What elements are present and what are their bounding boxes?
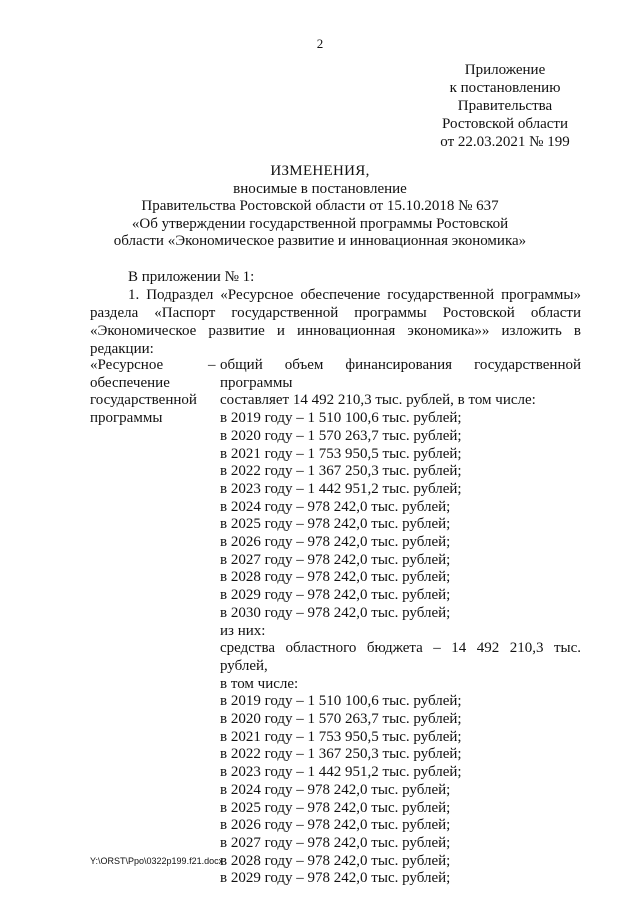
file-path-footer: Y:\ORST\Ppo\0322p199.f21.docx (90, 856, 224, 866)
resource-label-line: обеспечение (90, 374, 170, 391)
year-line: в 2030 году – 978 242,0 тыс. рублей; (220, 604, 451, 621)
year-line: в 2019 году – 1 510 100,6 тыс. рублей; (220, 410, 462, 427)
regional-line: в том числе: (220, 675, 299, 692)
appendix-line: Правительства (457, 98, 553, 114)
resource-label-line: программы (90, 410, 163, 427)
title-heading: ИЗМЕНЕНИЯ, (270, 163, 370, 179)
year-line: в 2021 году – 1 753 950,5 тыс. рублей; (220, 445, 462, 462)
page-number: 2 (316, 36, 324, 51)
regional-year-line: в 2021 году – 1 753 950,5 тыс. рублей; (220, 728, 462, 745)
year-line: в 2027 году – 978 242,0 тыс. рублей; (220, 551, 451, 568)
item1-line: 1. Подраздел «Ресурсное обеспечение государственной программы» (128, 287, 581, 303)
appendix-block (430, 61, 580, 151)
document-title (80, 163, 560, 251)
regional-year-line: в 2025 году – 978 242,0 тыс. рублей; (220, 799, 451, 816)
regional-year-line: в 2022 году – 1 367 250,3 тыс. рублей; (220, 746, 462, 763)
regional-year-line: в 2023 году – 1 442 951,2 тыс. рублей; (220, 764, 462, 781)
resource-label-line: государственной (90, 392, 197, 409)
year-line: в 2025 году – 978 242,0 тыс. рублей; (220, 516, 451, 533)
item1-line: раздела «Паспорт государственной программы Ростовской области (90, 305, 581, 321)
resource-label (90, 357, 210, 428)
appendix-line: Ростовской области (442, 116, 568, 132)
title-line: области «Экономическое развитие и инновационная экономика» (113, 233, 527, 249)
of-which-line: из них: (220, 622, 266, 639)
total-line: составляет 14 492 210,3 тыс. рублей, в том числе: (220, 392, 536, 409)
regional-year-line: в 2028 году – 978 242,0 тыс. рублей; (220, 852, 451, 869)
item1-line: «Экономическое развитие и инновационная экономика»» изложить в редакции: (90, 323, 581, 357)
year-line: в 2028 году – 978 242,0 тыс. рублей; (220, 569, 451, 586)
document-body (90, 268, 581, 358)
resource-label-line: «Ресурсное (90, 357, 164, 373)
year-line: в 2022 году – 1 367 250,3 тыс. рублей; (220, 463, 462, 480)
year-line: в 2026 году – 978 242,0 тыс. рублей; (220, 534, 451, 551)
year-line: в 2023 году – 1 442 951,2 тыс. рублей; (220, 480, 462, 497)
year-line: в 2029 году – 978 242,0 тыс. рублей; (220, 587, 451, 604)
regional-year-line: в 2024 году – 978 242,0 тыс. рублей; (220, 781, 451, 798)
total-line: общий объем финансирования государственной программы (220, 357, 581, 391)
intro-paragraph: В приложении № 1: (128, 269, 255, 285)
regional-year-line: в 2026 году – 978 242,0 тыс. рублей; (220, 817, 451, 834)
appendix-line: Приложение (464, 62, 546, 78)
regional-year-line: в 2027 году – 978 242,0 тыс. рублей; (220, 834, 451, 851)
resource-text (220, 357, 581, 888)
regional-line: средства областного бюджета – 14 492 210,3 тыс. рублей, (220, 640, 581, 674)
title-line: вносимые в постановление (233, 180, 407, 197)
regional-year-line: в 2029 году – 978 242,0 тыс. рублей; (220, 870, 451, 887)
year-line: в 2020 году – 1 570 263,7 тыс. рублей; (220, 427, 462, 444)
resource-dash: – (208, 357, 216, 373)
regional-year-line: в 2019 году – 1 510 100,6 тыс. рублей; (220, 693, 462, 710)
title-line: «Об утверждении государственной программы Ростовской (131, 215, 509, 232)
regional-year-line: в 2020 году – 1 570 263,7 тыс. рублей; (220, 711, 462, 728)
appendix-line: от 22.03.2021 № 199 (440, 134, 570, 150)
title-line: Правительства Ростовской области от 15.10.2018 № 637 (141, 198, 499, 214)
appendix-line: к постановлению (449, 80, 561, 96)
year-line: в 2024 году – 978 242,0 тыс. рублей; (220, 498, 451, 515)
